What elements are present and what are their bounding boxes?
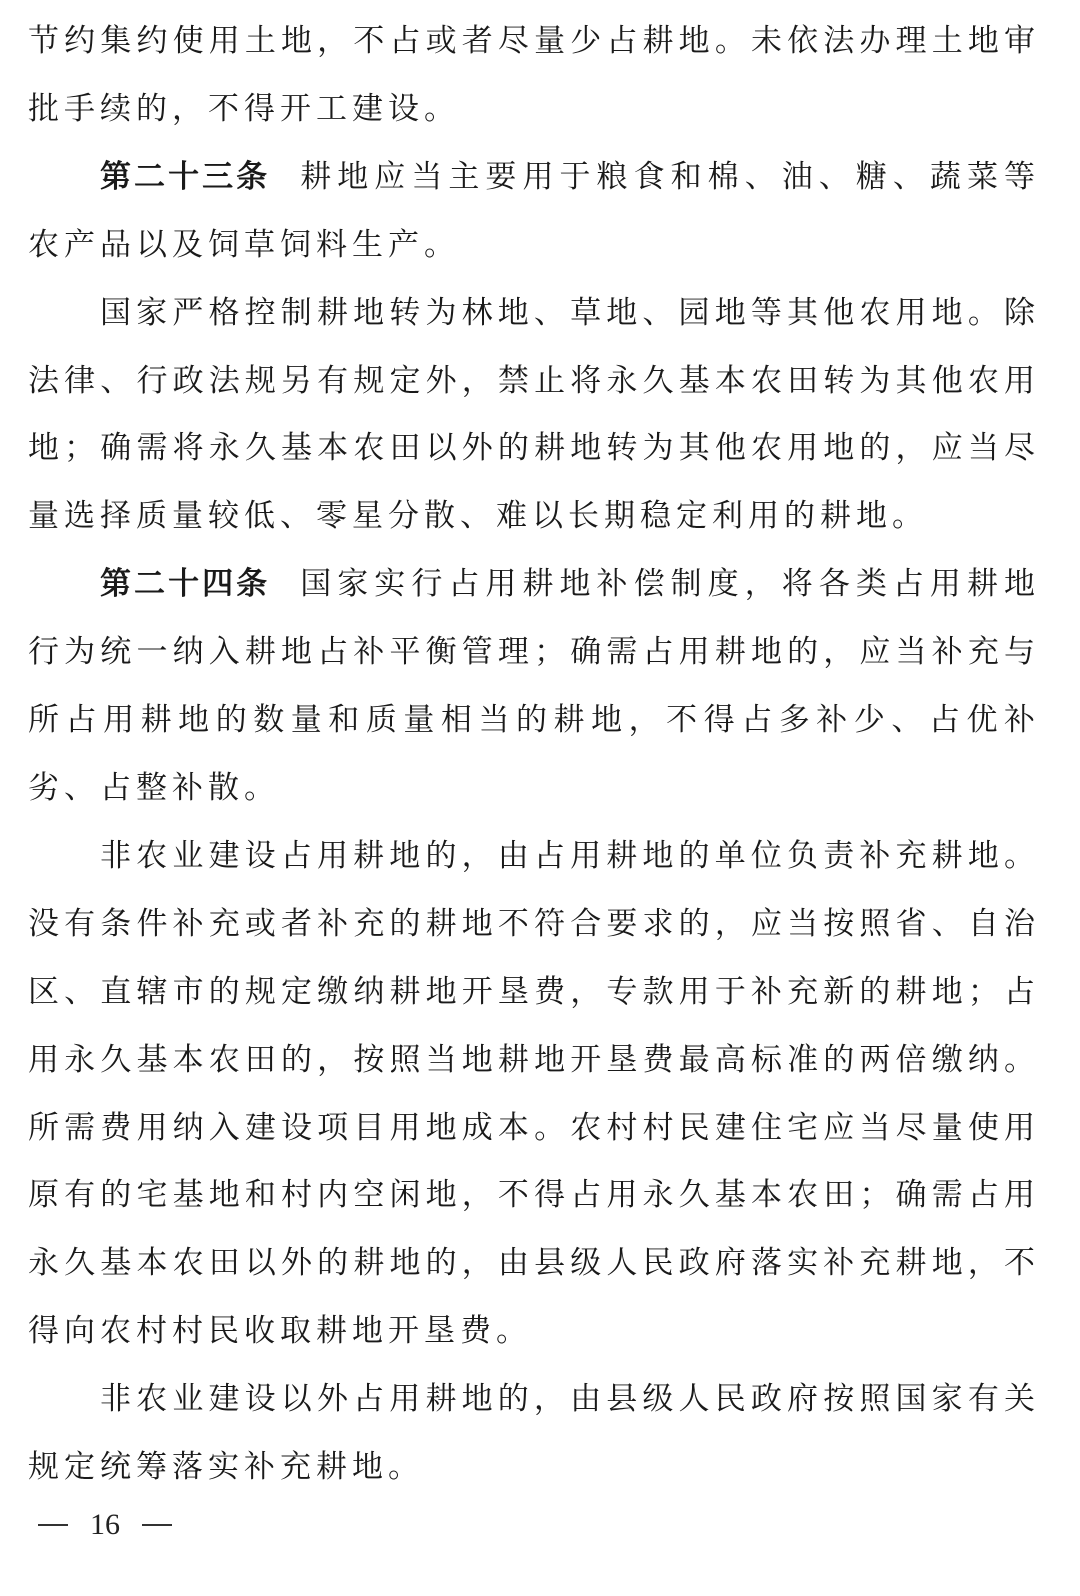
paragraph-continuation: [28, 8, 1040, 144]
paragraph-text: 国家实行占用耕地补偿制度，将各类占用耕地行为统一纳入耕地占补平衡管理；确需占用耕地的，应当补充与所占用耕地的数量和质量相当的耕地，不得占多补少、占优补劣、占整补散。: [28, 566, 1041, 806]
paragraph-text: 耕地应当主要用于粮食和棉、油、糖、蔬菜等农产品以及饲草饲料生产。: [28, 158, 1041, 263]
paragraph-text: 节约集约使用土地，不占或者尽量少占耕地。未依法办理土地审批手续的，不得开工建设。: [28, 23, 1040, 127]
page-footer: [38, 1508, 172, 1542]
article-24-clause-2: [28, 823, 1040, 1366]
article-number: 第二十四条: [100, 566, 271, 603]
article-24-paragraph: [28, 551, 1040, 823]
article-24-clause-3: [28, 1366, 1040, 1502]
paragraph-text: 非农业建设以外占用耕地的，由县级人民政府按照国家有关规定统筹落实补充耕地。: [28, 1381, 1040, 1486]
dash-left: [38, 1524, 68, 1526]
article-23-paragraph: [28, 144, 1040, 280]
paragraph-text: 国家严格控制耕地转为林地、草地、园地等其他农用地。除法律、行政法规另有规定外，禁止将永久基本农田转为其他农用地；确需将永久基本农田以外的耕地转为其他农用地的，应当尽量选择质量较低、零星分散、难以长期稳定利用的耕地。: [28, 294, 1040, 535]
article-23-clause-2: [28, 280, 1040, 552]
document-page: [28, 8, 1040, 1502]
page-number: 16: [90, 1508, 120, 1541]
dash-right: [142, 1524, 172, 1526]
paragraph-text: 非农业建设占用耕地的，由占用耕地的单位负责补充耕地。没有条件补充或者补充的耕地不符合要求的，应当按照省、自治区、直辖市的规定缴纳耕地开垦费，专款用于补充新的耕地；占用永久基本农田的，按照当地耕地开垦费最高标准的两倍缴纳。所需费用纳入建设项目用地成本。农村村民建住宅应当尽量使用原有的宅基地和村内空闲地，不得占用永久基本农田；确需占用永久基本农田以外的耕地的，由县级人民政府落实补充耕地，不得向农村村民收取耕地开垦费。: [28, 837, 1040, 1350]
article-number: 第二十三条: [100, 158, 271, 195]
